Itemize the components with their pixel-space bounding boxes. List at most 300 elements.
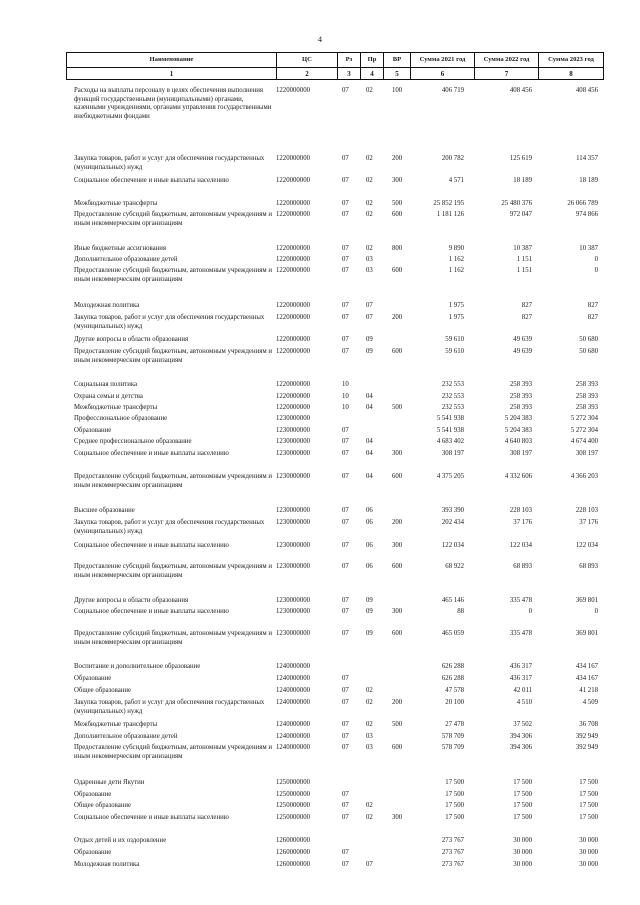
col-number: 2 xyxy=(277,67,338,80)
cell-s2: 17 500 xyxy=(513,802,532,809)
cell-pr: 04 xyxy=(366,404,373,411)
cell-s2: 37 176 xyxy=(513,519,532,526)
cell-vr: 300 xyxy=(392,814,403,821)
cell-name: Образование xyxy=(74,427,112,434)
cell-cs: 1220000000 xyxy=(276,211,310,218)
cell-s1: 626 288 xyxy=(441,675,464,682)
cell-s1: 202 434 xyxy=(441,519,464,526)
cell-rz: 07 xyxy=(342,802,349,809)
cell-cs: 1230000000 xyxy=(276,473,310,480)
cell-rz: 07 xyxy=(342,744,349,751)
cell-name: Предоставление субсидий бюджетным, автономным учреждениям и иным некоммерческим организациям xyxy=(74,348,272,364)
cell-s1: 17 500 xyxy=(445,814,464,821)
header-vr: ВР xyxy=(384,53,411,67)
cell-name: Расходы на выплаты персоналу в целях обеспечения выполнения функций государственными (муниципальными) органами, казенными учреждениями, органами управления государственными внебюджетными фондами xyxy=(74,87,272,120)
cell-s3: 122 034 xyxy=(575,542,598,549)
cell-s2: 49 639 xyxy=(513,348,532,355)
cell-s2: 17 500 xyxy=(513,814,532,821)
cell-rz: 07 xyxy=(342,721,349,728)
cell-cs: 1240000000 xyxy=(276,675,310,682)
cell-rz: 10 xyxy=(342,381,349,388)
cell-name: Общее образование xyxy=(74,802,132,809)
cell-vr: 200 xyxy=(392,699,403,706)
cell-pr: 02 xyxy=(366,87,373,94)
cell-cs: 1220000000 xyxy=(276,393,310,400)
page-number: 4 xyxy=(318,35,322,44)
cell-vr: 500 xyxy=(392,200,403,207)
cell-vr: 600 xyxy=(392,630,403,637)
cell-vr: 300 xyxy=(392,450,403,457)
cell-s2: 10 387 xyxy=(513,245,532,252)
cell-s3: 5 272 304 xyxy=(570,415,598,422)
cell-s1: 20 100 xyxy=(445,699,464,706)
cell-s2: 394 306 xyxy=(509,744,532,751)
cell-vr: 600 xyxy=(392,267,403,274)
cell-s2: 335 478 xyxy=(509,597,532,604)
cell-s1: 17 500 xyxy=(445,802,464,809)
cell-pr: 09 xyxy=(366,597,373,604)
cell-cs: 1220000000 xyxy=(276,256,310,263)
cell-rz: 07 xyxy=(342,155,349,162)
table-header xyxy=(66,52,604,80)
cell-s1: 1 975 xyxy=(448,302,464,309)
cell-s3: 434 167 xyxy=(575,663,598,670)
cell-name: Иные бюджетные ассигнования xyxy=(74,245,167,252)
col-number: 4 xyxy=(361,67,384,80)
cell-cs: 1220000000 xyxy=(276,155,310,162)
cell-name: Социальное обеспечение и иные выплаты населению xyxy=(74,450,229,457)
cell-name: Предоставление субсидий бюджетным, автономным учреждениям и иным некоммерческим организациям xyxy=(74,473,272,489)
cell-pr: 02 xyxy=(366,245,373,252)
cell-s2: 1 151 xyxy=(516,256,532,263)
cell-s3: 0 xyxy=(594,608,598,615)
cell-rz: 07 xyxy=(342,211,349,218)
cell-rz: 07 xyxy=(342,861,349,868)
cell-s1: 200 782 xyxy=(441,155,464,162)
cell-vr: 300 xyxy=(392,177,403,184)
cell-name: Дополнительное образование детей xyxy=(74,733,178,740)
cell-cs: 1220000000 xyxy=(276,381,310,388)
cell-cs: 1250000000 xyxy=(276,814,310,821)
cell-s2: 25 480 376 xyxy=(501,200,532,207)
cell-s3: 5 272 304 xyxy=(570,427,598,434)
cell-s1: 9 890 xyxy=(448,245,464,252)
cell-cs: 1220000000 xyxy=(276,404,310,411)
col-number: 1 xyxy=(67,67,277,80)
cell-s2: 18 189 xyxy=(513,177,532,184)
cell-name: Среднее профессиональное образование xyxy=(74,438,192,445)
cell-pr: 03 xyxy=(366,744,373,751)
cell-s3: 17 500 xyxy=(579,791,598,798)
cell-rz: 07 xyxy=(342,733,349,740)
cell-cs: 1240000000 xyxy=(276,699,310,706)
cell-s1: 4 683 402 xyxy=(436,438,464,445)
cell-pr: 03 xyxy=(366,256,373,263)
cell-rz: 07 xyxy=(342,314,349,321)
cell-pr: 03 xyxy=(366,733,373,740)
cell-name: Воспитание и дополнительное образование xyxy=(74,663,201,670)
cell-cs: 1220000000 xyxy=(276,245,310,252)
cell-s1: 59 610 xyxy=(445,336,464,343)
cell-s3: 369 801 xyxy=(575,597,598,604)
cell-s2: 972 047 xyxy=(509,211,532,218)
cell-s1: 273 767 xyxy=(441,837,464,844)
cell-rz: 07 xyxy=(342,687,349,694)
cell-pr: 04 xyxy=(366,438,373,445)
cell-s1: 88 xyxy=(457,608,464,615)
col-number: 7 xyxy=(475,67,539,80)
cell-rz: 07 xyxy=(342,450,349,457)
cell-cs: 1240000000 xyxy=(276,721,310,728)
cell-s2: 1 151 xyxy=(516,267,532,274)
cell-name: Другие вопросы в области образования xyxy=(74,336,189,343)
cell-name: Профессиональное образование xyxy=(74,415,168,422)
cell-s1: 1 181 126 xyxy=(436,211,464,218)
cell-cs: 1240000000 xyxy=(276,733,310,740)
cell-rz: 07 xyxy=(342,563,349,570)
cell-name: Закупка товаров, работ и услуг для обеспечения государственных (муниципальных) нужд xyxy=(74,314,265,330)
cell-name: Высшее образование xyxy=(74,507,135,514)
cell-s3: 37 176 xyxy=(579,519,598,526)
header-pr: Пр xyxy=(361,53,384,67)
cell-s3: 0 xyxy=(594,267,598,274)
cell-vr: 600 xyxy=(392,563,403,570)
header-cs: ЦС xyxy=(277,53,338,67)
cell-s1: 17 500 xyxy=(445,791,464,798)
cell-pr: 03 xyxy=(366,267,373,274)
cell-s1: 626 288 xyxy=(441,663,464,670)
cell-s2: 122 034 xyxy=(509,542,532,549)
cell-name: Закупка товаров, работ и услуг для обеспечения государственных (муниципальных) нужд xyxy=(74,155,265,171)
cell-pr: 02 xyxy=(366,687,373,694)
cell-name: Предоставление субсидий бюджетным, автономным учреждениям и иным некоммерческим организациям xyxy=(74,630,272,646)
col-number: 6 xyxy=(411,67,475,80)
cell-cs: 1230000000 xyxy=(276,450,310,457)
cell-pr: 06 xyxy=(366,507,373,514)
cell-s3: 228 103 xyxy=(575,507,598,514)
cell-name: Социальное обеспечение и иные выплаты населению xyxy=(74,814,229,821)
cell-name: Молодежная политика xyxy=(74,302,140,309)
cell-rz: 10 xyxy=(342,393,349,400)
cell-cs: 1220000000 xyxy=(276,302,310,309)
cell-s1: 5 541 938 xyxy=(436,415,464,422)
cell-rz: 07 xyxy=(342,336,349,343)
cell-s3: 41 218 xyxy=(579,687,598,694)
cell-s2: 125 619 xyxy=(509,155,532,162)
cell-pr: 04 xyxy=(366,393,373,400)
cell-s2: 258 393 xyxy=(509,381,532,388)
cell-s1: 59 610 xyxy=(445,348,464,355)
cell-s2: 5 204 383 xyxy=(504,427,532,434)
header-name: Наименование xyxy=(67,53,277,67)
cell-s2: 827 xyxy=(521,314,532,321)
cell-s3: 36 708 xyxy=(579,721,598,728)
cell-s1: 1 975 xyxy=(448,314,464,321)
cell-vr: 300 xyxy=(392,542,403,549)
header-sum2022: Сумма 2022 год xyxy=(475,53,539,67)
cell-pr: 02 xyxy=(366,699,373,706)
cell-cs: 1230000000 xyxy=(276,519,310,526)
cell-s1: 232 553 xyxy=(441,404,464,411)
cell-name: Социальное обеспечение и иные выплаты населению xyxy=(74,542,229,549)
cell-s2: 30 000 xyxy=(513,861,532,868)
cell-s2: 228 103 xyxy=(509,507,532,514)
cell-cs: 1250000000 xyxy=(276,779,310,786)
cell-vr: 200 xyxy=(392,519,403,526)
cell-pr: 02 xyxy=(366,177,373,184)
cell-cs: 1230000000 xyxy=(276,563,310,570)
cell-s2: 258 393 xyxy=(509,404,532,411)
cell-name: Молодежная политика xyxy=(74,861,140,868)
cell-s3: 4 366 203 xyxy=(570,473,598,480)
cell-s1: 17 500 xyxy=(445,779,464,786)
cell-cs: 1230000000 xyxy=(276,427,310,434)
cell-s3: 30 000 xyxy=(579,861,598,868)
cell-name: Образование xyxy=(74,675,112,682)
cell-cs: 1230000000 xyxy=(276,630,310,637)
cell-cs: 1240000000 xyxy=(276,663,310,670)
cell-cs: 1230000000 xyxy=(276,542,310,549)
cell-cs: 1220000000 xyxy=(276,314,310,321)
cell-rz: 07 xyxy=(342,699,349,706)
header-sum2021: Сумма 2021 год xyxy=(411,53,475,67)
cell-s3: 30 000 xyxy=(579,849,598,856)
cell-pr: 02 xyxy=(366,814,373,821)
cell-vr: 600 xyxy=(392,348,403,355)
cell-vr: 500 xyxy=(392,404,403,411)
cell-rz: 07 xyxy=(342,675,349,682)
cell-pr: 04 xyxy=(366,473,373,480)
cell-name: Образование xyxy=(74,791,112,798)
cell-s3: 114 357 xyxy=(576,155,598,162)
cell-cs: 1220000000 xyxy=(276,336,310,343)
cell-cs: 1220000000 xyxy=(276,200,310,207)
cell-vr: 200 xyxy=(392,155,403,162)
cell-vr: 100 xyxy=(392,87,403,94)
cell-s2: 42 011 xyxy=(513,687,532,694)
cell-name: Предоставление субсидий бюджетным, автономным учреждениям и иным некоммерческим организациям xyxy=(74,211,272,227)
cell-s2: 4 640 803 xyxy=(504,438,532,445)
cell-cs: 1230000000 xyxy=(276,608,310,615)
cell-s1: 122 034 xyxy=(441,542,464,549)
col-number: 3 xyxy=(338,67,361,80)
cell-s1: 25 852 195 xyxy=(433,200,464,207)
cell-rz: 07 xyxy=(342,87,349,94)
cell-rz: 07 xyxy=(342,814,349,821)
cell-name: Социальная политика xyxy=(74,381,138,388)
cell-pr: 02 xyxy=(366,155,373,162)
cell-s2: 4 510 xyxy=(516,699,532,706)
cell-name: Предоставление субсидий бюджетным, автономным учреждениям и иным некоммерческим организациям xyxy=(74,563,272,579)
cell-cs: 1260000000 xyxy=(276,849,310,856)
cell-cs: 1220000000 xyxy=(276,267,310,274)
cell-s1: 578 709 xyxy=(441,744,464,751)
cell-s3: 392 949 xyxy=(575,733,598,740)
cell-name: Образование xyxy=(74,849,112,856)
col-number: 8 xyxy=(539,67,603,80)
cell-cs: 1250000000 xyxy=(276,791,310,798)
cell-s2: 68 893 xyxy=(513,563,532,570)
cell-s1: 4 375 205 xyxy=(436,473,464,480)
cell-name: Межбюджетные трансферты xyxy=(74,200,158,207)
cell-s1: 393 390 xyxy=(441,507,464,514)
cell-name: Социальное обеспечение и иные выплаты населению xyxy=(74,177,229,184)
cell-s3: 0 xyxy=(594,256,598,263)
cell-s3: 258 393 xyxy=(575,404,598,411)
cell-name: Другие вопросы в области образования xyxy=(74,597,189,604)
cell-s1: 4 571 xyxy=(448,177,464,184)
cell-s3: 17 500 xyxy=(579,779,598,786)
cell-rz: 07 xyxy=(342,348,349,355)
cell-s3: 18 189 xyxy=(579,177,598,184)
cell-s1: 1 162 xyxy=(448,267,464,274)
cell-s3: 50 680 xyxy=(579,336,598,343)
cell-s3: 4 509 xyxy=(582,699,598,706)
cell-cs: 1220000000 xyxy=(276,87,310,94)
cell-s1: 5 541 938 xyxy=(436,427,464,434)
cell-pr: 09 xyxy=(366,348,373,355)
cell-s1: 273 767 xyxy=(441,849,464,856)
cell-s3: 827 xyxy=(587,302,598,309)
cell-s2: 37 502 xyxy=(513,721,532,728)
cell-s3: 369 801 xyxy=(575,630,598,637)
cell-pr: 09 xyxy=(366,630,373,637)
header-sum2023: Сумма 2023 год xyxy=(548,56,594,63)
cell-cs: 1220000000 xyxy=(276,177,310,184)
cell-pr: 02 xyxy=(366,721,373,728)
cell-s1: 68 922 xyxy=(445,563,464,570)
cell-pr: 06 xyxy=(366,519,373,526)
cell-rz: 07 xyxy=(342,542,349,549)
cell-s3: 258 393 xyxy=(575,393,598,400)
cell-s2: 17 500 xyxy=(513,791,532,798)
cell-rz: 07 xyxy=(342,438,349,445)
cell-s2: 4 332 606 xyxy=(504,473,532,480)
cell-s3: 258 393 xyxy=(575,381,598,388)
cell-s3: 974 866 xyxy=(575,211,598,218)
cell-s3: 392 949 xyxy=(575,744,598,751)
cell-s2: 827 xyxy=(521,302,532,309)
cell-s2: 335 478 xyxy=(509,630,532,637)
cell-rz: 10 xyxy=(342,404,349,411)
cell-rz: 07 xyxy=(342,597,349,604)
cell-cs: 1230000000 xyxy=(276,507,310,514)
cell-s3: 26 066 789 xyxy=(567,200,598,207)
cell-s2: 49 639 xyxy=(513,336,532,343)
cell-s2: 0 xyxy=(528,608,532,615)
cell-cs: 1230000000 xyxy=(276,597,310,604)
cell-cs: 1250000000 xyxy=(276,802,310,809)
cell-s1: 308 197 xyxy=(441,450,464,457)
cell-s3: 68 893 xyxy=(579,563,598,570)
cell-pr: 07 xyxy=(366,302,373,309)
cell-rz: 07 xyxy=(342,427,349,434)
cell-name: Закупка товаров, работ и услуг для обеспечения государственных (муниципальных) нужд xyxy=(74,519,265,535)
cell-pr: 02 xyxy=(366,211,373,218)
cell-rz: 07 xyxy=(342,791,349,798)
cell-rz: 07 xyxy=(342,177,349,184)
cell-s2: 30 000 xyxy=(513,849,532,856)
cell-name: Межбюджетные трансферты xyxy=(74,721,158,728)
cell-rz: 07 xyxy=(342,507,349,514)
cell-name: Межбюджетные трансферты xyxy=(74,404,158,411)
cell-cs: 1230000000 xyxy=(276,438,310,445)
cell-vr: 800 xyxy=(392,245,403,252)
cell-s1: 1 162 xyxy=(448,256,464,263)
cell-rz: 07 xyxy=(342,630,349,637)
cell-vr: 600 xyxy=(392,211,403,218)
cell-rz: 07 xyxy=(342,302,349,309)
cell-cs: 1260000000 xyxy=(276,837,310,844)
cell-vr: 300 xyxy=(392,608,403,615)
cell-s1: 232 553 xyxy=(441,381,464,388)
cell-s1: 232 553 xyxy=(441,393,464,400)
cell-s3: 30 000 xyxy=(579,837,598,844)
cell-s2: 394 306 xyxy=(509,733,532,740)
cell-rz: 07 xyxy=(342,200,349,207)
cell-cs: 1240000000 xyxy=(276,687,310,694)
cell-pr: 06 xyxy=(366,542,373,549)
cell-rz: 07 xyxy=(342,245,349,252)
cell-rz: 07 xyxy=(342,256,349,263)
cell-name: Закупка товаров, работ и услуг для обеспечения государственных (муниципальных) нужд xyxy=(74,699,265,715)
cell-name: Общее образование xyxy=(74,687,132,694)
cell-s3: 17 500 xyxy=(579,802,598,809)
cell-pr: 02 xyxy=(366,200,373,207)
cell-cs: 1260000000 xyxy=(276,861,310,868)
cell-s1: 578 709 xyxy=(441,733,464,740)
cell-s2: 258 393 xyxy=(509,393,532,400)
cell-name: Дополнительное образование детей xyxy=(74,256,178,263)
cell-name: Отдых детей и их оздоровление xyxy=(74,837,167,844)
cell-s2: 436 317 xyxy=(509,675,532,682)
cell-name: Одаренные дети Якутии xyxy=(74,779,145,786)
cell-pr: 06 xyxy=(366,563,373,570)
cell-pr: 09 xyxy=(366,608,373,615)
cell-s1: 406 719 xyxy=(441,87,464,94)
cell-s3: 308 197 xyxy=(575,450,598,457)
cell-pr: 07 xyxy=(366,314,373,321)
cell-rz: 07 xyxy=(342,267,349,274)
cell-s3: 408 456 xyxy=(575,87,598,94)
cell-vr: 600 xyxy=(392,744,403,751)
cell-s3: 434 167 xyxy=(575,675,598,682)
cell-cs: 1220000000 xyxy=(276,348,310,355)
cell-s3: 10 387 xyxy=(579,245,598,252)
cell-name: Охрана семьи и детства xyxy=(74,393,143,400)
cell-s3: 17 500 xyxy=(579,814,598,821)
cell-pr: 02 xyxy=(366,802,373,809)
cell-s1: 27 478 xyxy=(445,721,464,728)
cell-s2: 436 317 xyxy=(509,663,532,670)
cell-rz: 07 xyxy=(342,608,349,615)
cell-name: Предоставление субсидий бюджетным, автономным учреждениям и иным некоммерческим организациям xyxy=(74,744,272,760)
cell-vr: 200 xyxy=(392,314,403,321)
header-rz: Рз xyxy=(338,53,361,67)
cell-pr: 09 xyxy=(366,336,373,343)
cell-vr: 600 xyxy=(392,473,403,480)
col-number: 5 xyxy=(384,67,411,80)
cell-name: Социальное обеспечение и иные выплаты населению xyxy=(74,608,229,615)
cell-s2: 308 197 xyxy=(509,450,532,457)
cell-s2: 30 000 xyxy=(513,837,532,844)
cell-s1: 47 578 xyxy=(445,687,464,694)
cell-s2: 408 456 xyxy=(509,87,532,94)
cell-name: Предоставление субсидий бюджетным, автономным учреждениям и иным некоммерческим организациям xyxy=(74,267,272,283)
cell-rz: 07 xyxy=(342,519,349,526)
cell-s2: 5 204 383 xyxy=(504,415,532,422)
cell-pr: 07 xyxy=(366,861,373,868)
